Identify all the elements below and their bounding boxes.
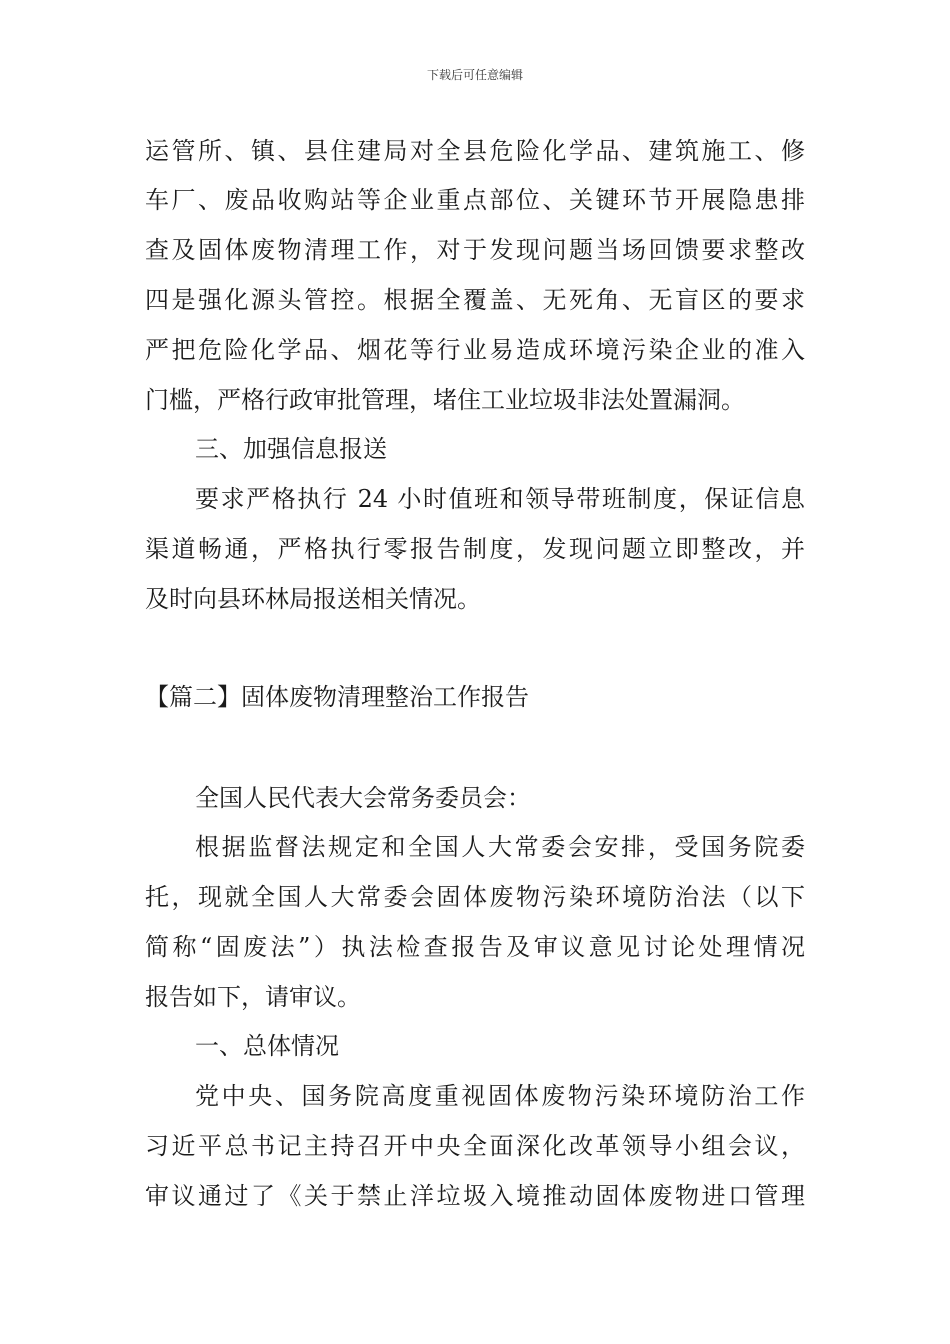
paragraph-line: 及时向县环林局报送相关情况。 <box>145 585 481 613</box>
paragraph-line: 简称“固废法”）执法检查报告及审议意见讨论处理情况 <box>145 933 805 961</box>
paragraph-line: 审议通过了《关于禁止洋垃圾入境推动固体废物进口管理 <box>145 1182 805 1210</box>
paragraph-line: 四是强化源头管控。根据全覆盖、无死角、无盲区的要求 <box>145 286 805 314</box>
paragraph-line: 渠道畅通，严格执行零报告制度，发现问题立即整改，并 <box>145 535 805 563</box>
paragraph-line: 运管所、镇、县住建局对全县危险化学品、建筑施工、修 <box>145 137 805 165</box>
paragraph-line: 车厂、废品收购站等企业重点部位、关键环节开展隐患排 <box>145 186 805 214</box>
paragraph-line: 门槛，严格行政审批管理，堵住工业垃圾非法处置漏洞。 <box>145 386 745 414</box>
paragraph-line: 报告如下，请审议。 <box>145 983 361 1011</box>
paragraph-line: 根据监督法规定和全国人大常委会安排，受国务院委 <box>195 833 805 861</box>
paragraph-line: 党中央、国务院高度重视固体废物污染环境防治工作 <box>195 1082 805 1110</box>
paragraph-line: 查及固体废物清理工作，对于发现问题当场回馈要求整改 <box>145 236 805 264</box>
section-heading: 一、总体情况 <box>195 1032 339 1060</box>
section-heading: 三、加强信息报送 <box>195 435 387 463</box>
page-header: 下载后可任意编辑 <box>426 68 523 82</box>
paragraph-line: 要求严格执行 24 小时值班和领导带班制度，保证信息 <box>195 485 805 513</box>
paragraph-line: 托，现就全国人大常委会固体废物污染环境防治法（以下 <box>145 883 805 911</box>
paragraph-line: 严把危险化学品、烟花等行业易造成环境污染企业的准入 <box>145 336 805 364</box>
article-title: 【篇二】固体废物清理整治工作报告 <box>145 683 529 711</box>
paragraph-line: 习近平总书记主持召开中央全面深化改革领导小组会议， <box>145 1132 805 1160</box>
salutation: 全国人民代表大会常务委员会： <box>195 784 531 812</box>
